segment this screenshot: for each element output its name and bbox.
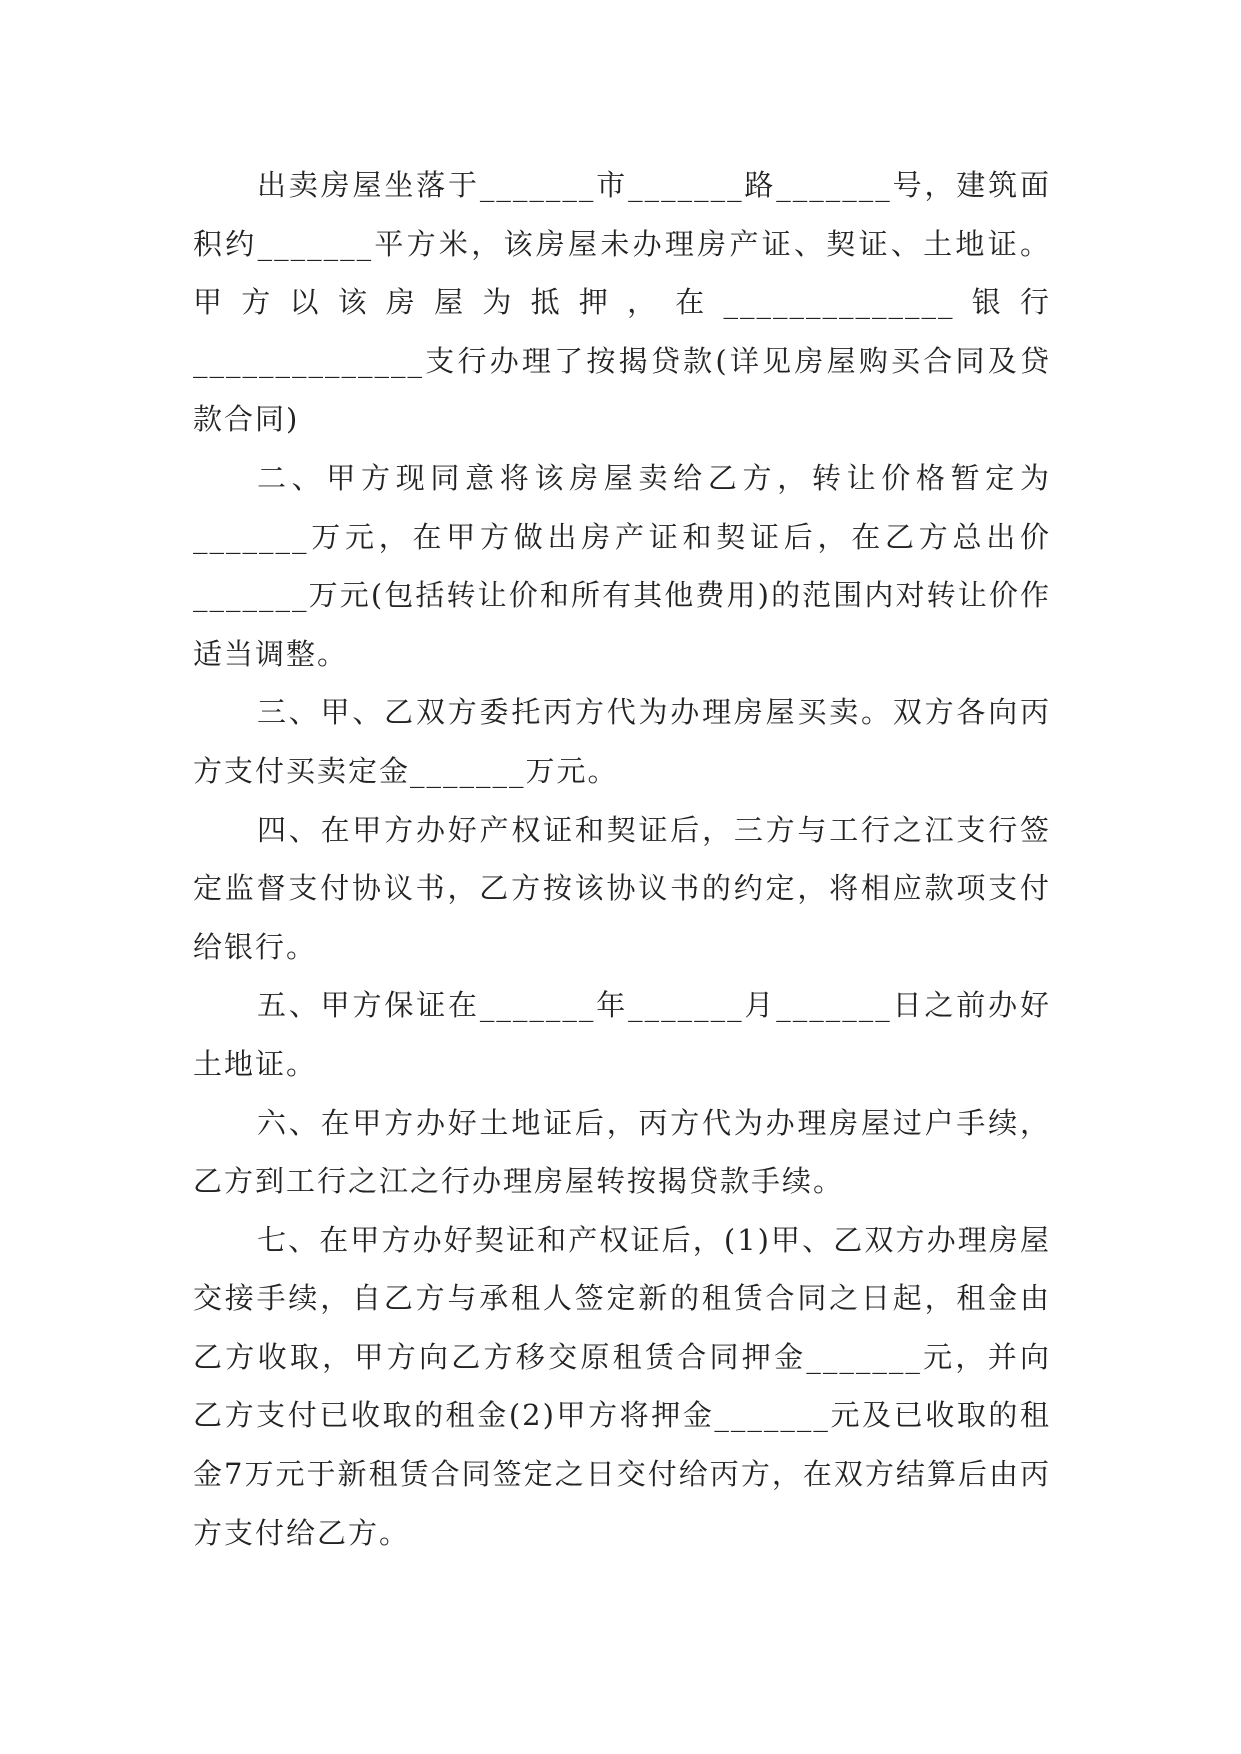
- paragraph-clause-4: 四、在甲方办好产权证和契证后，三方与工行之江支行签定监督支付协议书，乙方按该协议书的约定，将相应款项支付给银行。: [193, 812, 1051, 964]
- paragraph-clause-6: 六、在甲方办好土地证后，丙方代为办理房屋过户手续，乙方到工行之江之行办理房屋转按揭贷款手续。: [193, 1105, 1051, 1199]
- paragraph-clause-5: 五、甲方保证在_______年_______月_______日之前办好土地证。: [193, 988, 1051, 1081]
- document-body: [193, 156, 1051, 1562]
- paragraph-clause-7: 七、在甲方办好契证和产权证后，(1)甲、乙双方办理房屋交接手续，自乙方与承租人签定新的租赁合同之日起，租金由乙方收取，甲方向乙方移交原租赁合同押金_______元，并向乙方支付已收取的租金(2)甲方将押金_______元及已收取的租金7万元于新租赁合同签定之日交付给丙方，在双方结算后由丙方支付给乙方。: [193, 1222, 1051, 1550]
- paragraph-clause-2: 二、甲方现同意将该房屋卖给乙方，转让价格暂定为_______万元，在甲方做出房产证和契证后，在乙方总出价_______万元(包括转让价和所有其他费用)的范围内对转让价作适当调整。: [193, 460, 1051, 671]
- paragraph-clause-3: 三、甲、乙双方委托丙方代为办理房屋买卖。双方各向丙方支付买卖定金_______万元。: [193, 695, 1051, 788]
- paragraph-property-location: 出卖房屋坐落于_______市_______路_______号，建筑面积约_______平方米，该房屋未办理房产证、契证、土地证。甲方以该房屋为抵押，在______________银行______________支行办理了按揭贷款(详见房屋购买合同及贷款合同): [193, 168, 1051, 437]
